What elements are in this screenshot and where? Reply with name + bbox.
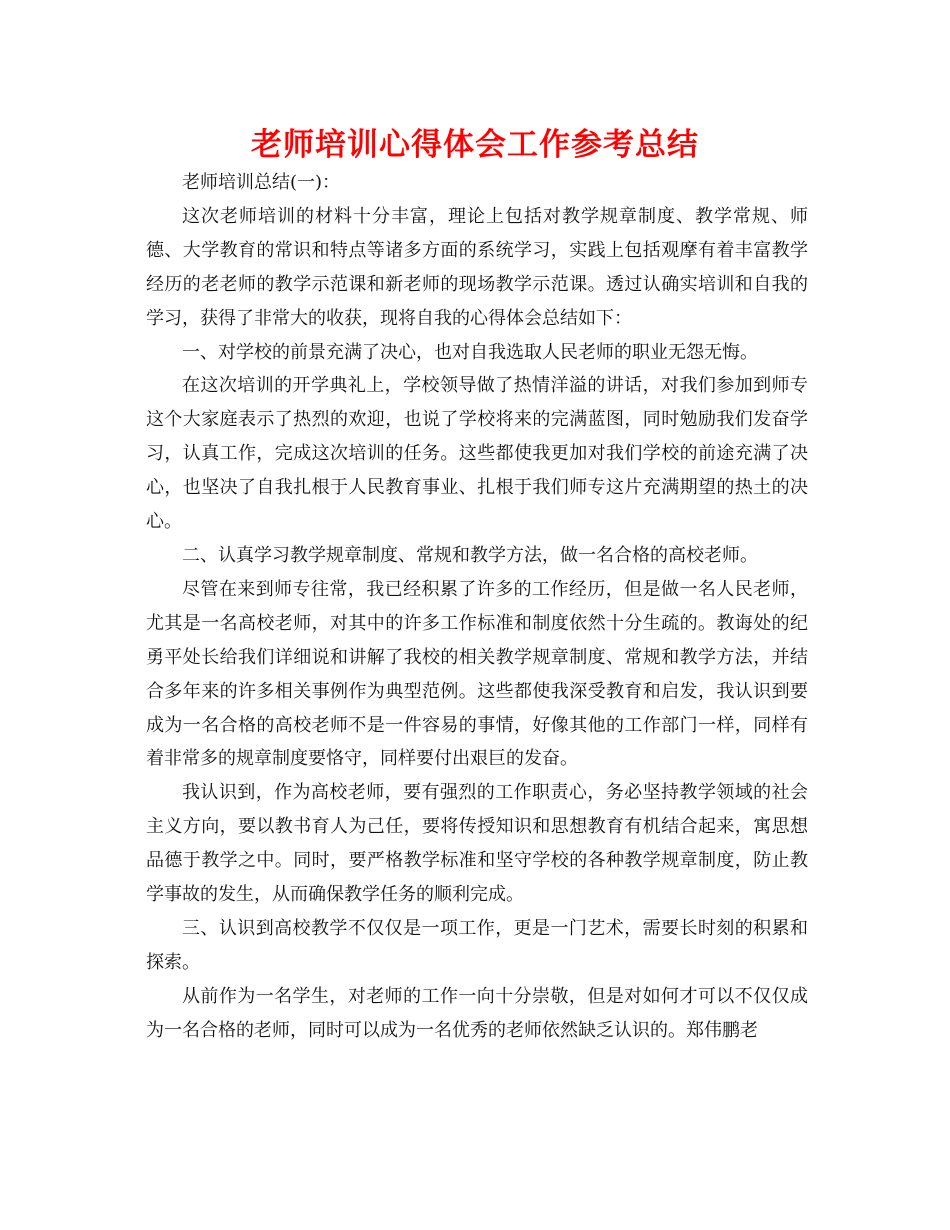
paragraph: 尽管在来到师专往常，我已经积累了许多的工作经历，但是做一名人民老师，尤其是一名高校老师，对其中的许多工作标准和制度依然十分生疏的。教诲处的纪勇平处长给我们详细说和讲解了我校的相关教学规章制度、常规和教学方法，并结合多年来的许多相关事例作为典型范例。这些都使我深受教育和启发，我认识到要成为一名合格的高校老师不是一件容易的事情，好像其他的工作部门一样，同样有着非常多的规章制度要恪守，同样要付出艰巨的发奋。 [146, 578, 808, 770]
paragraph: 我认识到，作为高校老师，要有强烈的工作职责心，务必坚持教学领域的社会主义方向，要以教书育人为己任，要将传授知识和思想教育有机结合起来，寓思想品德于教学之中。同时，要严格教学标准和坚守学校的各种教学规章制度，防止教学事故的发生，从而确保教学任务的顺利完成。 [146, 782, 808, 906]
document-title: 老师培训心得体会工作参考总结 [251, 127, 699, 163]
paragraph-section-heading-1: 一、对学校的前景充满了决心，也对自我选取人民老师的职业无怨无悔。 [182, 341, 758, 363]
paragraph: 从前作为一名学生，对老师的工作一向十分崇敬，但是对如何才可以不仅仅成为一名合格的老师，同时可以成为一名优秀的老师依然缺乏认识的。郑伟鹏老 [146, 985, 808, 1041]
document-body [146, 166, 808, 1048]
paragraph: 在这次培训的开学典礼上，学校领导做了热情洋溢的讲话，对我们参加到师专这个大家庭表示了热烈的欢迎，也说了学校将来的完满蓝图，同时勉励我们发奋学习，认真工作，完成这次培训的任务。这些都使我更加对我们学校的前途充满了决心，也坚决了自我扎根于人民教育事业、扎根于我们师专这片充满期望的热土的决心。 [146, 375, 808, 533]
paragraph-section-heading-2: 二、认真学习教学规章制度、常规和教学方法，做一名合格的高校老师。 [182, 544, 758, 566]
paragraph-training-summary-heading: 老师培训总结(一)： [182, 172, 341, 193]
paragraph: 这次老师培训的材料十分丰富，理论上包括对教学规章制度、教学常规、师德、大学教育的常识和特点等诸多方面的系统学习，实践上包括观摩有着丰富教学经历的老老师的教学示范课和新老师的现场教学示范课。透过认确实培训和自我的学习，获得了非常大的收获，现将自我的心得体会总结如下： [146, 205, 808, 329]
paragraph-section-heading-3: 三、认识到高校教学不仅仅是一项工作，更是一门艺术，需要长时刻的积累和探索。 [146, 917, 808, 973]
